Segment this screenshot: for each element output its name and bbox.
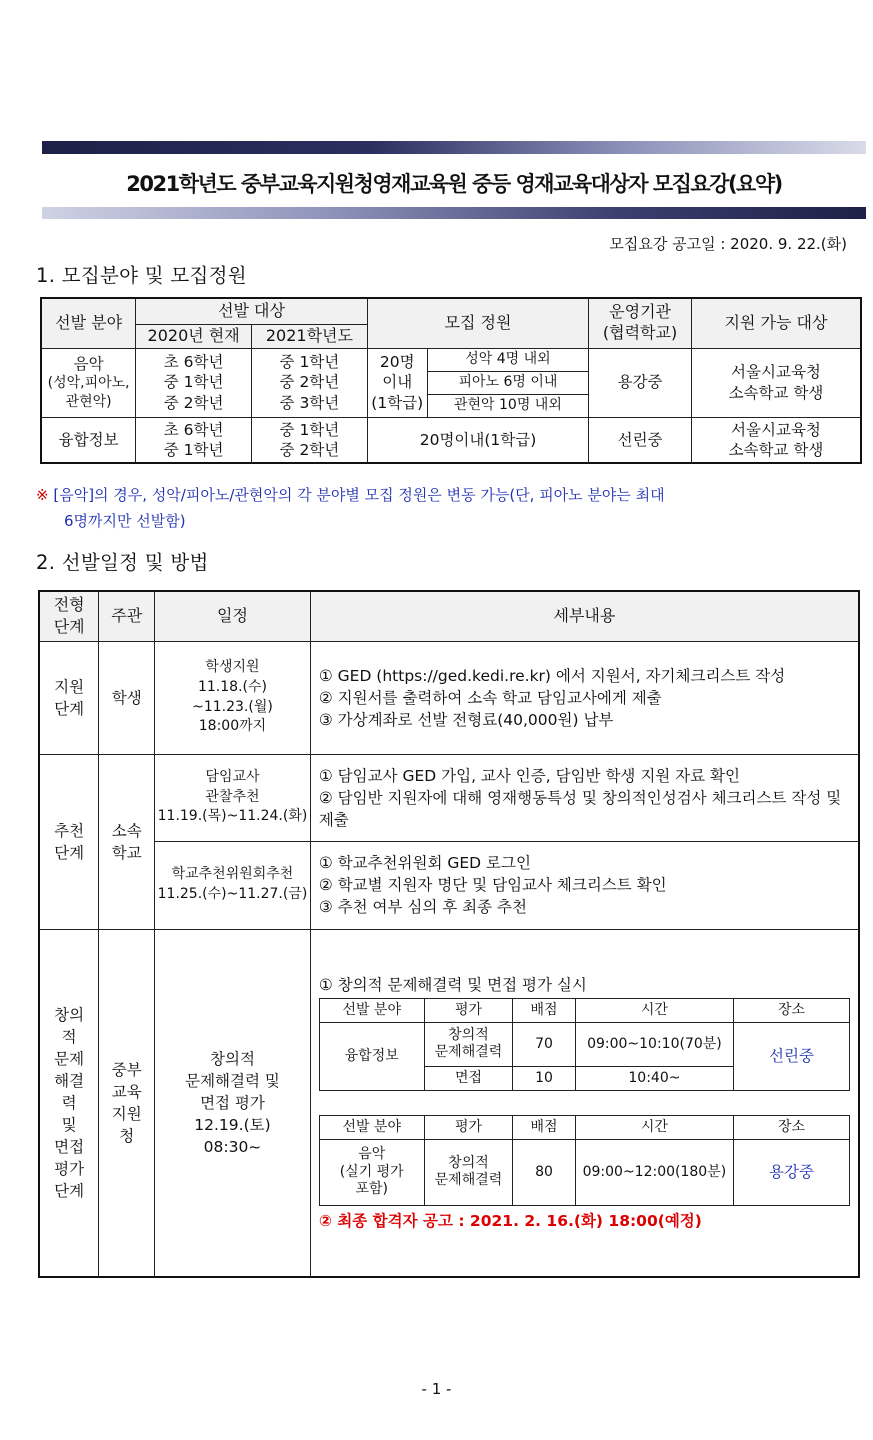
inner-header-eval: 평가 (424, 998, 513, 1022)
inner-header-score: 배점 (513, 1115, 575, 1139)
fusion-eval-time: 09:00~10:10(70분) (575, 1022, 733, 1066)
music-eval-place: 용강중 (734, 1139, 850, 1205)
fusion-eval-table (319, 998, 850, 1091)
music-eligible: 서울시교육청 소속학교 학생 (691, 348, 861, 417)
quota-note: ※ [음악]의 경우, 성악/피아노/관현악의 각 분야별 모집 정원은 변동 가능(단, 피아노 분야는 최대 6명까지만 선발함) (36, 486, 665, 531)
inner-header-eval: 평가 (424, 1115, 513, 1139)
evaluation-details (310, 929, 859, 1277)
fusion-eval-field: 융합정보 (319, 1022, 424, 1090)
apply-host: 학생 (99, 641, 155, 754)
inner-header-time: 시간 (575, 998, 733, 1022)
quota-orchestra: 관현악 10명 내외 (427, 394, 589, 417)
fusion-interview-score: 10 (513, 1066, 575, 1090)
header-org: 운영기관 (협력학교) (589, 298, 692, 348)
apply-schedule: 학생지원 11.18.(수) ~11.23.(월) 18:00까지 (155, 641, 311, 754)
fusion-eligible: 서울시교육청 소속학교 학생 (691, 417, 861, 463)
header-quota: 모집 정원 (367, 298, 588, 348)
evaluation-intro: ① 창의적 문제해결력 및 면접 평가 실시 (318, 975, 587, 994)
recommend-stage: 추천 단계 (39, 754, 99, 929)
music-org: 용강중 (589, 348, 692, 417)
inner-header-score: 배점 (513, 998, 575, 1022)
inner-header-field: 선발 분야 (319, 1115, 424, 1139)
music-field: 음악 (성악,피아노, 관현악) (41, 348, 136, 417)
header-field: 선발 분야 (41, 298, 136, 348)
fusion-quota: 20명이내(1학급) (367, 417, 588, 463)
fusion-interview: 면접 (424, 1066, 513, 1090)
evaluation-stage: 창의 적 문제 해결 력 및 면접 평가 단계 (39, 929, 99, 1277)
music-eval-time: 09:00~12:00(180분) (575, 1139, 733, 1205)
section2-title: 2. 선발일정 및 방법 (36, 551, 209, 574)
inner-header-place: 장소 (734, 998, 850, 1022)
apply-details: ① GED (https://ged.kedi.re.kr) 에서 지원서, 자기체크리스트 작성 ② 지원서를 출력하여 소속 학교 담임교사에게 제출 ③ 가상계좌로 선발 전형료(40,000원) 납부 (310, 641, 859, 754)
committee-schedule: 학교추천위원회추천 11.25.(수)~11.27.(금) (155, 841, 311, 929)
music-grades-2020: 초 6학년 중 1학년 중 2학년 (136, 348, 252, 417)
fusion-interview-time: 10:40~ (575, 1066, 733, 1090)
recommend-host: 소속 학교 (99, 754, 155, 929)
evaluation-host: 중부 교육 지원 청 (99, 929, 155, 1277)
fusion-grades-2020: 초 6학년 중 1학년 (136, 417, 252, 463)
header-target: 선발 대상 (136, 298, 368, 324)
music-grades-2021: 중 1학년 중 2학년 중 3학년 (252, 348, 368, 417)
header-eligible: 지원 가능 대상 (691, 298, 861, 348)
music-eval-type: 창의적 문제해결력 (424, 1139, 513, 1205)
committee-details: ① 학교추천위원회 GED 로그인 ② 학교별 지원자 명단 및 담임교사 체크리스트 확인 ③ 추천 여부 심의 후 최종 추천 (310, 841, 859, 929)
header-details: 세부내용 (310, 591, 859, 641)
evaluation-schedule: 창의적 문제해결력 및 면접 평가 12.19.(토) 08:30~ (155, 929, 311, 1277)
document-title: 2021학년도 중부교육지원청영재교육원 중등 영재교육대상자 모집요강(요약) (126, 172, 782, 196)
section1-title: 1. 모집분야 및 모집정원 (36, 264, 247, 287)
music-eval-field: 음악 (실기 평가 포함) (319, 1139, 424, 1205)
page-number: - 1 - (421, 1380, 452, 1398)
header-host: 주관 (99, 591, 155, 641)
recruitment-table (40, 297, 862, 464)
apply-stage: 지원 단계 (39, 641, 99, 754)
notice-date: 모집요강 공고일 : 2020. 9. 22.(화) (609, 235, 847, 253)
schedule-table (38, 590, 860, 1278)
header-2020: 2020년 현재 (136, 324, 252, 348)
header-2021: 2021학년도 (252, 324, 368, 348)
fusion-eval-type: 창의적 문제해결력 (424, 1022, 513, 1066)
music-eval-table (319, 1115, 850, 1206)
header-stage: 전형 단계 (39, 591, 99, 641)
teacher-details: ① 담임교사 GED 가입, 교사 인증, 담임반 학생 지원 자료 확인 ② 담임반 지원자에 대해 영재행동특성 및 창의적인성검사 체크리스트 작성 및 제출 (310, 754, 859, 841)
fusion-field: 융합정보 (41, 417, 136, 463)
inner-header-time: 시간 (575, 1115, 733, 1139)
fusion-org: 선린중 (589, 417, 692, 463)
fusion-eval-place: 선린중 (734, 1022, 850, 1090)
music-quota-total: 20명 이내 (1학급) (367, 348, 427, 417)
inner-header-field: 선발 분야 (319, 998, 424, 1022)
inner-header-place: 장소 (734, 1115, 850, 1139)
title-bar-top (42, 141, 866, 154)
title-bar-bottom (42, 207, 866, 219)
quota-piano: 피아노 6명 이내 (427, 371, 589, 394)
fusion-eval-score: 70 (513, 1022, 575, 1066)
quota-vocal: 성악 4명 내외 (427, 348, 589, 371)
teacher-schedule: 담임교사 관찰추천 11.19.(목)~11.24.(화) (155, 754, 311, 841)
music-eval-score: 80 (513, 1139, 575, 1205)
header-schedule: 일정 (155, 591, 311, 641)
final-announcement: ② 최종 합격자 공고 : 2021. 2. 16.(화) 18:00(예정) (318, 1211, 702, 1230)
fusion-grades-2021: 중 1학년 중 2학년 (252, 417, 368, 463)
